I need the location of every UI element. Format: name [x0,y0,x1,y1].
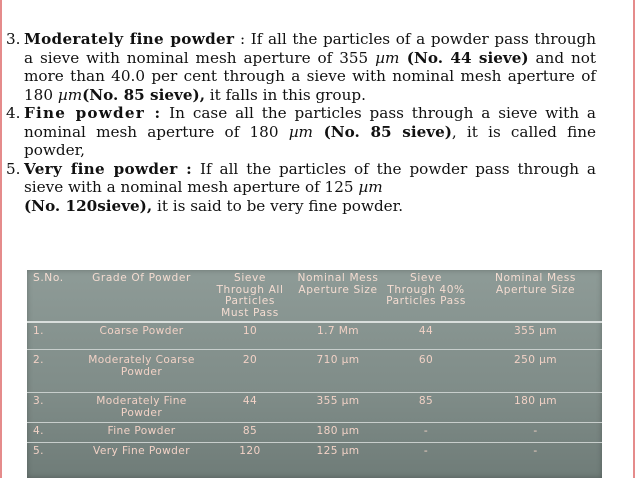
header-aperture-2: Nominal Mess Aperture Size [469,270,602,322]
cell-grade: Moderately Fine Powder [76,393,207,423]
sieve-reference: (No. 120sieve), [24,196,153,215]
slide-left-border [0,0,2,478]
unit-text: µm [358,178,383,196]
paragraph-text: : If all the particles of a powder pass through a sieve with nominal mesh aperture of 355 [24,30,596,67]
cell-sieve-40: - [423,445,429,457]
cell-aperture-2: 180 µm [469,393,602,423]
cell-sno: 2. [27,350,76,393]
paragraph-fine [6,104,596,160]
paragraph-text: If all the particles of the powder pass through a sieve with a nominal mesh aperture of 125 [24,159,596,196]
slide-right-border [633,0,635,478]
unit-text: µm [375,48,400,67]
cell-sieve-40: - [383,423,469,443]
header-sieve-all: Sieve Through All Particles Must Pass [207,270,293,322]
cell-sno: 1. [27,322,76,350]
cell-sno: 3. [27,393,76,423]
table-row [27,322,602,350]
paragraph-text: , it is called fine powder, [24,122,596,159]
cell-aperture-1: 710 µm [293,350,383,393]
table-row [27,443,602,474]
slide-body-text [6,30,596,215]
table-header-row [27,270,602,322]
item-number: 5. [6,159,21,178]
paragraph-very-fine [6,160,596,216]
header-sieve-40: Sieve Through 40% Particles Pass [383,270,469,322]
term-fine: Fine powder : [24,104,162,122]
cell-grade: Fine Powder [76,423,207,443]
cell-sieve-all: 85 [207,423,293,443]
paragraph-moderately-fine [6,30,596,104]
cell-aperture-2: 250 µm [469,350,602,393]
term-moderately-fine: Moderately fine powder [24,30,235,48]
cell-grade: Coarse Powder [76,322,207,350]
sieve-reference: (No. 85 sieve) [312,122,452,141]
header-grade: Grade Of Powder [76,270,207,322]
cell-aperture-1: 125 µm [316,445,360,457]
cell-aperture-1: 355 µm [293,393,383,423]
paragraph-text: and not more than 40.0 per cent through a sieve with nominal mesh aperture of 180 [24,48,596,104]
term-very-fine: Very fine powder : [24,159,193,178]
cell-grade: Moderately Coarse Powder [76,350,207,393]
cell-grade: Very Fine Powder [93,445,190,457]
unit-text: µm [57,85,83,104]
cell-sieve-all: 120 [239,445,261,457]
cell-sno: 4. [27,423,76,443]
cell-aperture-1: 1.7 Mm [293,322,383,350]
cell-aperture-2: - [533,445,538,457]
cell-sieve-all: 10 [207,322,293,350]
table-row [27,393,602,423]
cell-sieve-40: 60 [383,350,469,393]
cell-aperture-1: 180 µm [293,423,383,443]
cell-sieve-all: 20 [207,350,293,393]
item-number: 4. [6,104,21,122]
sieve-reference: (No. 85 sieve), [82,85,205,104]
cell-sno: 5. [33,445,44,457]
cell-sieve-40: 85 [383,393,469,423]
header-sno: S.No. [27,270,76,322]
powder-grade-table-grid [27,270,602,473]
cell-sieve-all: 44 [207,393,293,423]
sieve-reference: (No. 44 sieve) [399,48,529,67]
paragraph-text: it is said to be very fine powder. [152,196,404,215]
cell-aperture-2: - [469,423,602,443]
unit-text: µm [288,122,313,141]
table-row [27,350,602,393]
cell-aperture-2: 355 µm [469,322,602,350]
paragraph-text: it falls in this group. [204,85,366,104]
paragraph-text: In case all the particles pass through a sieve with a nominal mesh aperture of 180 [24,104,596,141]
cell-sieve-40: 44 [383,322,469,350]
header-aperture-1: Nominal Mess Aperture Size [293,270,383,322]
table-row [27,423,602,443]
powder-grade-table [27,270,602,478]
item-number: 3. [6,30,21,48]
